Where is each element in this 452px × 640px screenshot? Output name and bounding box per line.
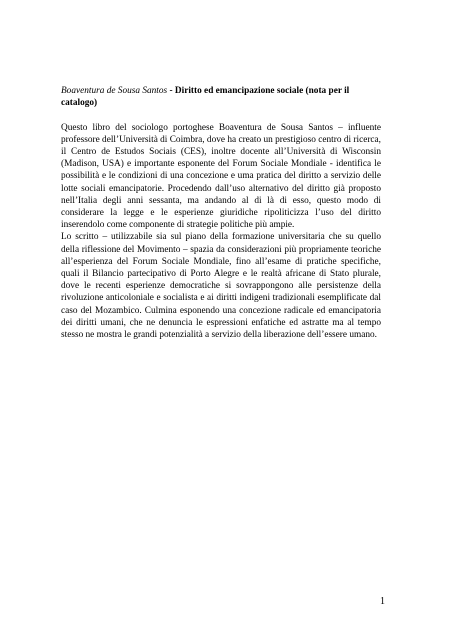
document-body xyxy=(61,85,381,341)
heading-separator: - xyxy=(167,86,175,96)
page-number: 1 xyxy=(380,596,385,607)
author-name: Boaventura de Sousa Santos xyxy=(61,86,168,96)
paragraph-intro: Questo libro del sociologo portoghese Boaventura de Sousa Santos – influente professore dell’Università di Coimbra, dove ha creato un prestigioso centro di ricerca, il Centro de Estudos Sociais (CES), inoltre docente all’Università di Wisconsin (Madison, USA) e importante esponente del Forum Sociale Mondiale - identifica le possibilità e le condizioni di una concezione e uma pratica del diritto a servizio delle lotte sociali emancipatorie. Procedendo dall’uso alternativo del diritto già proposto nell’Italia degli anni sessanta, ma andando al di là di esso, questo modo di considerare la legge e le esperienze giuridiche ripoliticizza l’uso del diritto inserendolo come componente di strategie politiche più ampie. xyxy=(61,122,381,231)
document-heading xyxy=(61,85,381,109)
paragraph-scope: Lo scritto – utilizzabile sia sul piano della formazione universitaria che su quello della riflessione del Movimento – spazia da considerazioni più propriamente teoriche all’esperienza del Forum Sociale Mondiale, fino all’esame di pratiche specifiche, quali il Bilancio partecipativo di Porto Alegre e le realtà africane di Stato plurale, dove le recenti esperienze democratiche si sovrappongono alle persistenze della rivoluzione anticoloniale e socialista e ai diritti indigeni tradizionali esemplificate dal caso del Mozambico. Culmina esponendo una concezione radicale ed emancipatoria dei diritti umani, che ne denuncia le espressioni enfatiche ed astratte ma al tempo stesso ne mostra le grandi potenzialità a servizio della liberazione dell’essere umano. xyxy=(61,232,381,341)
document-title: Diritto ed emancipazione sociale (nota per il catalogo) xyxy=(61,86,350,109)
